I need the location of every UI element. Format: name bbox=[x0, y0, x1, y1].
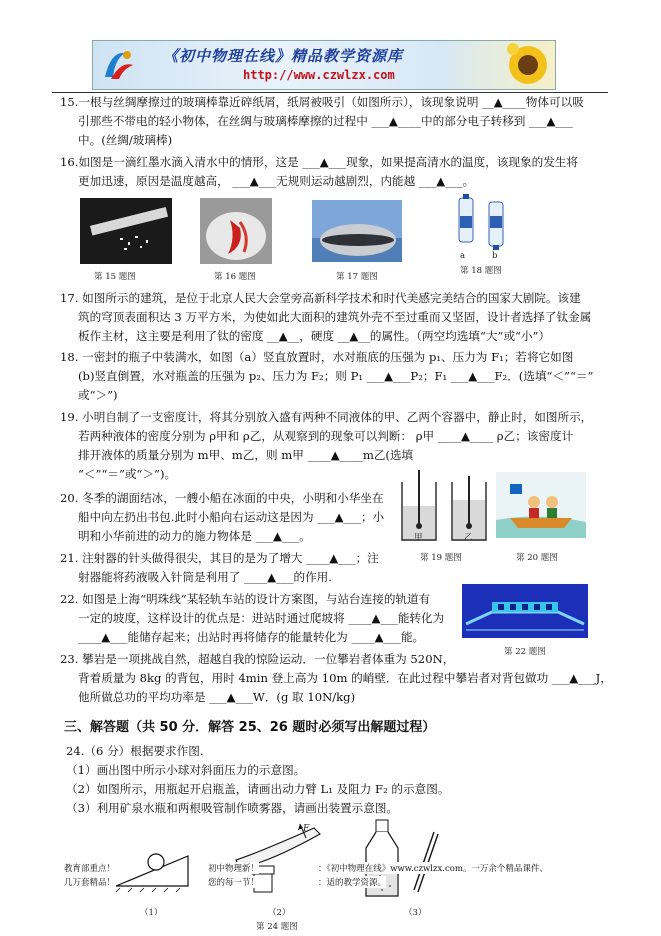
q24-line2: （1）画出图中所示小球对斜面压力的示意图。 bbox=[66, 763, 306, 777]
q16-line1: 16.如图是一滴红墨水滴入清水中的情形，这是 ___▲___现象，如果提高清水的温度，该现象的发生将 bbox=[60, 155, 578, 169]
fig18-bottles-diagram bbox=[455, 194, 515, 256]
q20-line1: 20. 冬季的湖面结冰，一艘小船在冰面的中央，小明和小华坐在 bbox=[60, 491, 384, 505]
q18-line1: 18. 一密封的瓶子中装满水，如图（a）竖直放置时，水对瓶底的压强为 p₁、压力为 F₁；若将它如图 bbox=[60, 350, 574, 364]
fig19-label-jia: 甲 bbox=[414, 533, 423, 543]
fig24-force-label: F bbox=[303, 824, 310, 834]
fig24-sub1: （1） bbox=[140, 908, 163, 918]
fig20-caption: 第 20 题图 bbox=[516, 553, 558, 563]
fig24-sub3: （3） bbox=[404, 908, 427, 918]
q24-line3: （2）如图所示，用瓶起开启瓶盖，请画出动力臂 L₁ 及阻力 F₂ 的示意图。 bbox=[66, 782, 450, 796]
q17-line1: 17. 如图所示的建筑，是位于北京人民大会堂旁高新科学技术和时代美感完美结合的国家大剧院。该建 bbox=[60, 291, 581, 305]
footer-right-line2: ：适的教学资源。 bbox=[318, 878, 387, 888]
q22-line2: 一定的坡度，这样设计的优点是：进站时通过爬坡将 ____▲___能转化为 bbox=[78, 611, 445, 625]
fig22-caption: 第 22 题图 bbox=[504, 647, 546, 657]
q22-line1: 22. 如图是上海“明珠线”某轻轨车站的设计方案图，与站台连接的轨道有 bbox=[60, 592, 431, 606]
q16-line2: 更加迅速，原因是温度越高， ___▲___无规则运动越剧烈，内能越 ___▲___。 bbox=[78, 174, 475, 188]
banner-title: 《初中物理在线》精品教学资源库 bbox=[163, 47, 404, 65]
fig16-ink-drop-photo bbox=[200, 198, 272, 264]
footer-left-line1: 教育部重点！ bbox=[64, 864, 116, 874]
fig17-theater-photo bbox=[312, 200, 402, 262]
fig22-station-diagram bbox=[462, 584, 588, 638]
section3-title: 三、解答题（共 50 分．解答 25、26 题时必须写出解题过程） bbox=[64, 720, 436, 735]
q21-line2: 射器能将药液吸入针筒是利用了 ____▲___的作用. bbox=[78, 570, 332, 584]
fig18-label-a: a bbox=[460, 251, 466, 261]
q23-line2: 背着质量为 8kg 的背包，用时 4min 登上高为 10m 的峭壁．在此过程中攀岩者对背包做功 ___▲___J， bbox=[78, 671, 612, 685]
q24-line4: （3）利用矿泉水瓶和两根吸管制作喷雾器，请画出装置示意图。 bbox=[66, 801, 399, 815]
fig16-caption: 第 16 题图 bbox=[214, 272, 256, 282]
q22-line3: ____▲___能储存起来；出站时再将储存的能量转化为 ____▲___能。 bbox=[78, 630, 425, 644]
q15-line1: 15.一根与丝绸摩擦过的玻璃棒靠近碎纸屑，纸屑被吸引（如图所示），该现象说明 __▲____物体可以吸 bbox=[60, 95, 584, 109]
q17-line2: 筑的穹顶表面积达 3 万平方米，为使如此大面积的建筑外壳不至过重而又坚固，设计者选择了钛金属 bbox=[78, 310, 592, 324]
q24-line1: 24.（6 分）根据要求作图. bbox=[66, 744, 204, 758]
q19-line3: 排开液体的质量分别为 m甲、m乙，则 m甲 ____▲____m乙(选填 bbox=[78, 448, 414, 462]
q23-line3: 他所做总功的平均功率是 ___▲___W．(g 取 10N/kg) bbox=[78, 690, 356, 704]
fig18-caption: 第 18 题图 bbox=[460, 266, 502, 276]
q19-line2: 若两种液体的密度分别为 ρ甲和 ρ乙，从观察到的现象可以判断： ρ甲 ____▲____ ρ乙；该密度计 bbox=[78, 429, 574, 443]
fig20-boat-cartoon bbox=[496, 472, 586, 538]
q20-line2: 船中向左扔出书包.此时小船向右运动这是因为 ___▲___；小 bbox=[78, 510, 385, 524]
q20-line3: 明和小华前进的动力的施力物体是 ___▲___。 bbox=[78, 529, 311, 543]
sunflower-icon bbox=[505, 43, 551, 87]
fig24-incline-ball-diagram bbox=[112, 832, 192, 892]
banner-url[interactable]: http://www.czwlzx.com bbox=[243, 68, 395, 82]
q23-line1: 23. 攀岩是一项挑战自然，超越自我的惊险运动．一位攀岩者体重为 520N， bbox=[60, 652, 455, 666]
fig19-caption: 第 19 题图 bbox=[420, 553, 462, 563]
fig15-glass-rod-photo bbox=[80, 198, 172, 264]
fig19-density-meter-diagram bbox=[396, 462, 496, 546]
q19-line1: 19. 小明自制了一支密度计，将其分别放入盛有两种不同液体的甲、乙两个容器中，静止时，如图所示， bbox=[60, 410, 593, 424]
fig24-sub2: （2） bbox=[268, 908, 291, 918]
q18-line2: (b)竖直倒置，水对瓶盖的压强为 p₂、压力为 F₂；则 P₁ ___▲___P₂；F₁ ___▲___F₂．(选填“＜”“＝” bbox=[78, 369, 594, 383]
fig15-caption: 第 15 题图 bbox=[94, 272, 136, 282]
footer-mid-line2: 您的每一节！ bbox=[208, 878, 260, 888]
q18-line3: 或“＞”) bbox=[78, 388, 118, 402]
fig17-caption: 第 17 题图 bbox=[336, 272, 378, 282]
fig24-caption: 第 24 题图 bbox=[256, 922, 298, 932]
q19-line4: “＜”“＝”或“＞”)。 bbox=[78, 467, 177, 481]
footer-mid-line1: 初中物理新！ bbox=[208, 864, 260, 874]
header-banner bbox=[92, 40, 556, 90]
fig19-label-yi: 乙 bbox=[464, 533, 473, 543]
footer-right-line1: ：《初中物理在线》www.czwlzx.com。一万余个精品课件、 bbox=[318, 864, 548, 874]
footer-left-line2: 几万套精品！ bbox=[64, 878, 116, 888]
site-logo-icon bbox=[101, 47, 135, 83]
fig18-label-b: b bbox=[492, 251, 498, 261]
q15-line2: 引那些不带电的轻小物体，在丝绸与玻璃棒摩擦的过程中 ___▲____中的部分电子转移到 ___▲___ bbox=[78, 114, 573, 128]
q15-line3: 中。(丝绸/玻璃棒) bbox=[78, 133, 173, 147]
q21-line1: 21. 注射器的针头做得很尖，其目的是为了增大 ____▲___；注 bbox=[60, 551, 379, 565]
q17-line3: 板作主材，这主要是利用了钛的密度 __▲__，硬度 __▲__的属性。（两空均选填“大”或“小”） bbox=[78, 329, 551, 343]
